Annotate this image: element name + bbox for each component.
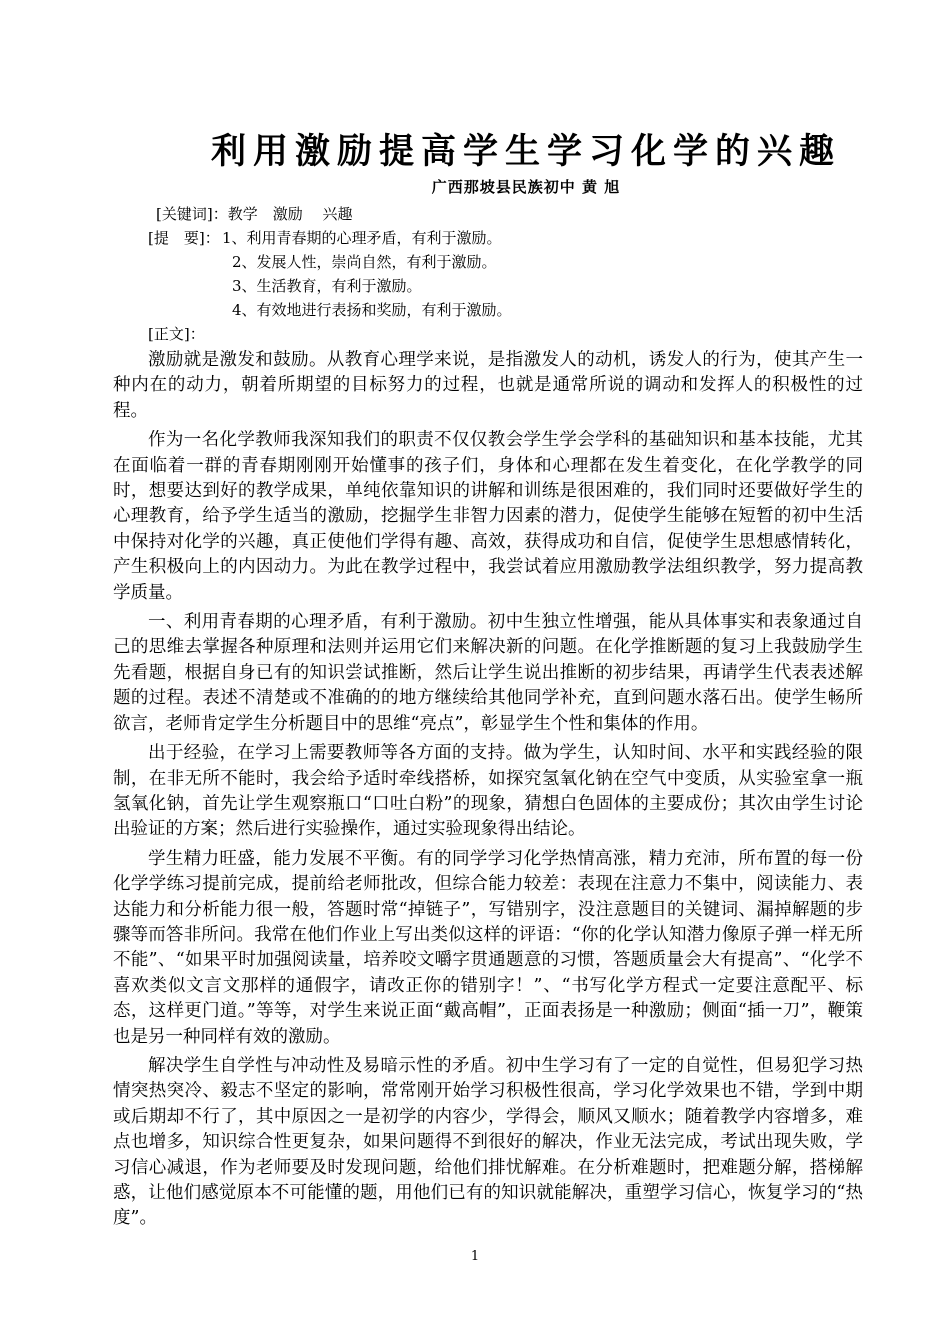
paragraph: 激励就是激发和鼓励。从教育心理学来说，是指激发人的动机，诱发人的行为，使其产生一种内在的动力，朝着所期望的目标努力的过程，也就是通常所说的调动和发挥人的积极性的过程。 bbox=[113, 350, 863, 421]
paragraph: 作为一名化学教师我深知我们的职责不仅仅教会学生学会学科的基础知识和基本技能，尤其在面临着一群的青春期刚刚开始懂事的孩子们，身体和心理都在发生着变化，在化学教学的同时，想要达到好的教学成果，单纯依靠知识的讲解和训练是很困难的，我们同时还要做好学生的心理教育，给予学生适当的激励，挖掘学生非智力因素的潜力，促使学生能够在短暂的初中生活中保持对化学的兴趣，真正使他们学得有趣、高效，获得成功和自信，促使学生思想感情转化，产生积极向上的内因动力。为此在教学过程中，我尝试着应用激励教学法组织教学，努力提高教学质量。 bbox=[113, 430, 863, 603]
page-number: 1 bbox=[470, 1249, 480, 1264]
body-text bbox=[113, 348, 863, 1236]
keywords-line: [关键词]：教学 激励 兴趣 bbox=[156, 205, 353, 223]
body-label: [正文]： bbox=[148, 325, 205, 343]
paragraph: 解决学生自学性与冲动性及易暗示性的矛盾。初中生学习有了一定的自觉性，但易犯学习热情突热突冷、毅志不坚定的影响，常常刚开始学习积极性很高，学习化学效果也不错，学到中期或后期却不行了，其中原因之一是初学的内容少，学得会，顺风又顺水；随着教学内容增多，难点也增多，知识综合性更复杂，如果问题得不到很好的解决，作业无法完成，考试出现失败，学习信心减退，作为老师要及时发现问题，给他们排忧解难。在分析难题时，把难题分解，搭梯解惑，让他们感觉原本不可能懂的题，用他们已有的知识就能解决，重塑学习信心，恢复学习的“热度”。 bbox=[113, 1055, 863, 1229]
paragraph: 学生精力旺盛，能力发展不平衡。有的同学学习化学热情高涨，精力充沛，所布置的每一份化学学练习提前完成，提前给老师批改，但综合能力较差：表现在注意力不集中，阅读能力、表达能力和分析能力很一般，答题时常“掉链子”，写错别字，没注意题目的关键词、漏掉解题的步骤等而答非所问。我常在他们作业上写出类似这样的评语：“你的化学认知潜力像原子弹一样无所不能”、“如果平时加强阅读量，培养咬文嚼字贯通题意的习惯，答题质量会大有提高”、“化学不喜欢类似文言文那样的通假字，请改正你的错别字！”、“书写化学方程式一定要注意配平、标态，这样更门道。”等等，对学生来说正面“戴高帽”，正面表扬是一种激励；侧面“插一刀”，鞭策也是另一种同样有效的激励。 bbox=[113, 848, 863, 1047]
author-line: 广西那坡县民族初中 黄 旭 bbox=[431, 178, 621, 196]
abstract-label: [提 要]： bbox=[148, 229, 220, 247]
abstract-item-2: 2、发展人性，崇尚自然，有利于激励。 bbox=[232, 253, 497, 271]
document-title: 利用激励提高学生学习化学的兴趣 bbox=[210, 131, 841, 172]
abstract-item-3: 3、生活教育，有利于激励。 bbox=[232, 277, 422, 295]
paragraph: 出于经验，在学习上需要教师等各方面的支持。做为学生，认知时间、水平和实践经验的限制，在非无所不能时，我会给予适时牵线搭桥，如探究氢氧化钠在空气中变质，从实验室拿一瓶氢氧化钠，首先让学生观察瓶口“口吐白粉”的现象，猜想白色固体的主要成份；其次由学生讨论出验证的方案；然后进行实验操作，通过实验现象得出结论。 bbox=[113, 743, 863, 840]
paragraph: 一、利用青春期的心理矛盾，有利于激励。初中生独立性增强，能从具体事实和表象通过自己的思维去掌握各种原理和法则并运用它们来解决新的问题。在化学推断题的复习上我鼓励学生先看题，根据自身已有的知识尝试推断，然后让学生说出推断的初步结果，再请学生代表表述解题的过程。表述不清楚或不准确的的地方继续给其他同学补充，直到问题水落石出。使学生畅所欲言，老师肯定学生分析题目中的思维“亮点”，彰显学生个性和集体的作用。 bbox=[113, 612, 863, 734]
abstract-item-4: 4、有效地进行表扬和奖励，有利于激励。 bbox=[232, 301, 512, 319]
abstract-item-1: 1、利用青春期的心理矛盾，有利于激励。 bbox=[222, 229, 502, 247]
